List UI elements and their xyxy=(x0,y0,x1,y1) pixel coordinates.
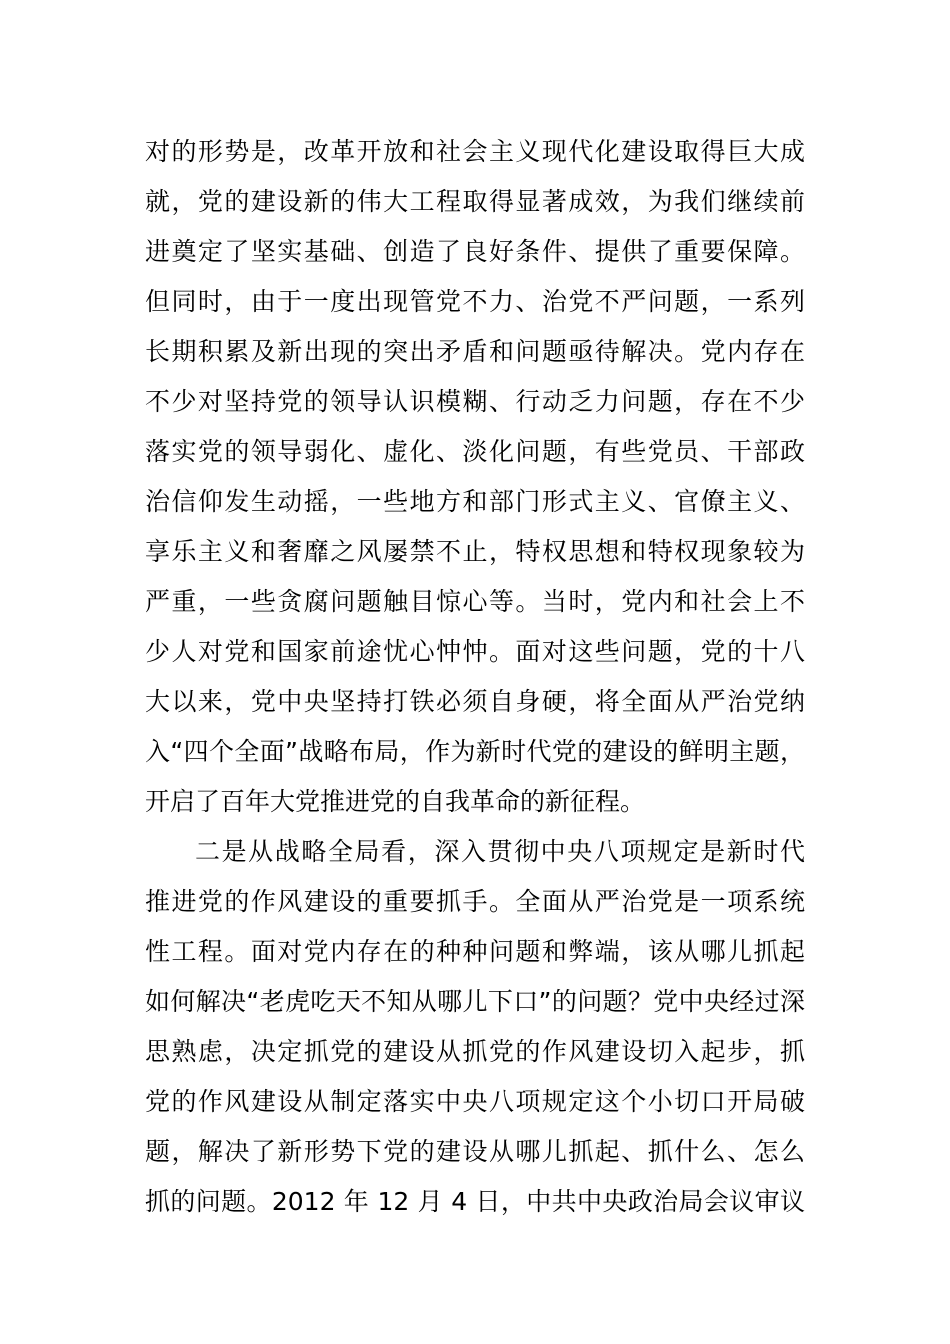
text-line: 大以来，党中央坚持打铁必须自身硬，将全面从严治党纳 xyxy=(145,687,805,716)
text-line: 长期积累及新出现的突出矛盾和问题亟待解决。党内存在 xyxy=(145,337,805,366)
text-line: 严重，一些贪腐问题触目惊心等。当时，党内和社会上不 xyxy=(145,587,805,616)
text-line: 如何解决“老虎吃天不知从哪儿下口”的问题？党中央经过深 xyxy=(145,987,805,1016)
body-text xyxy=(145,127,805,1227)
text-line: 不少对坚持党的领导认识模糊、行动乏力问题，存在不少 xyxy=(145,387,805,416)
text-line: 思熟虑，决定抓党的建设从抓党的作风建设切入起步，抓 xyxy=(145,1037,805,1066)
text-line: 但同时，由于一度出现管党不力、治党不严问题，一系列 xyxy=(145,287,805,316)
text-line: 进奠定了坚实基础、创造了良好条件、提供了重要保障。 xyxy=(145,237,805,266)
text-line: 治信仰发生动摇，一些地方和部门形式主义、官僚主义、 xyxy=(145,487,805,516)
text-line: 入“四个全面”战略布局，作为新时代党的建设的鲜明主题， xyxy=(145,737,805,766)
text-line: 对的形势是，改革开放和社会主义现代化建设取得巨大成 xyxy=(145,137,805,166)
text-line: 抓的问题。2012 年 12 月 4 日，中共中央政治局会议审议 xyxy=(145,1187,805,1216)
text-line: 推进党的作风建设的重要抓手。全面从严治党是一项系统 xyxy=(145,887,805,916)
text-line: 题，解决了新形势下党的建设从哪儿抓起、抓什么、怎么 xyxy=(145,1137,805,1166)
paragraph-first-line: 二是从战略全局看，深入贯彻中央八项规定是新时代 xyxy=(195,837,805,866)
text-line: 少人对党和国家前途忧心忡忡。面对这些问题，党的十八 xyxy=(145,637,805,666)
text-line: 享乐主义和奢靡之风屡禁不止，特权思想和特权现象较为 xyxy=(145,537,805,566)
text-line: 就，党的建设新的伟大工程取得显著成效，为我们继续前 xyxy=(145,187,805,216)
text-line: 开启了百年大党推进党的自我革命的新征程。 xyxy=(145,787,646,816)
text-line: 党的作风建设从制定落实中央八项规定这个小切口开局破 xyxy=(145,1087,805,1116)
text-line: 落实党的领导弱化、虚化、淡化问题，有些党员、干部政 xyxy=(145,437,805,466)
text-line: 性工程。面对党内存在的种种问题和弊端，该从哪儿抓起 xyxy=(145,937,805,966)
